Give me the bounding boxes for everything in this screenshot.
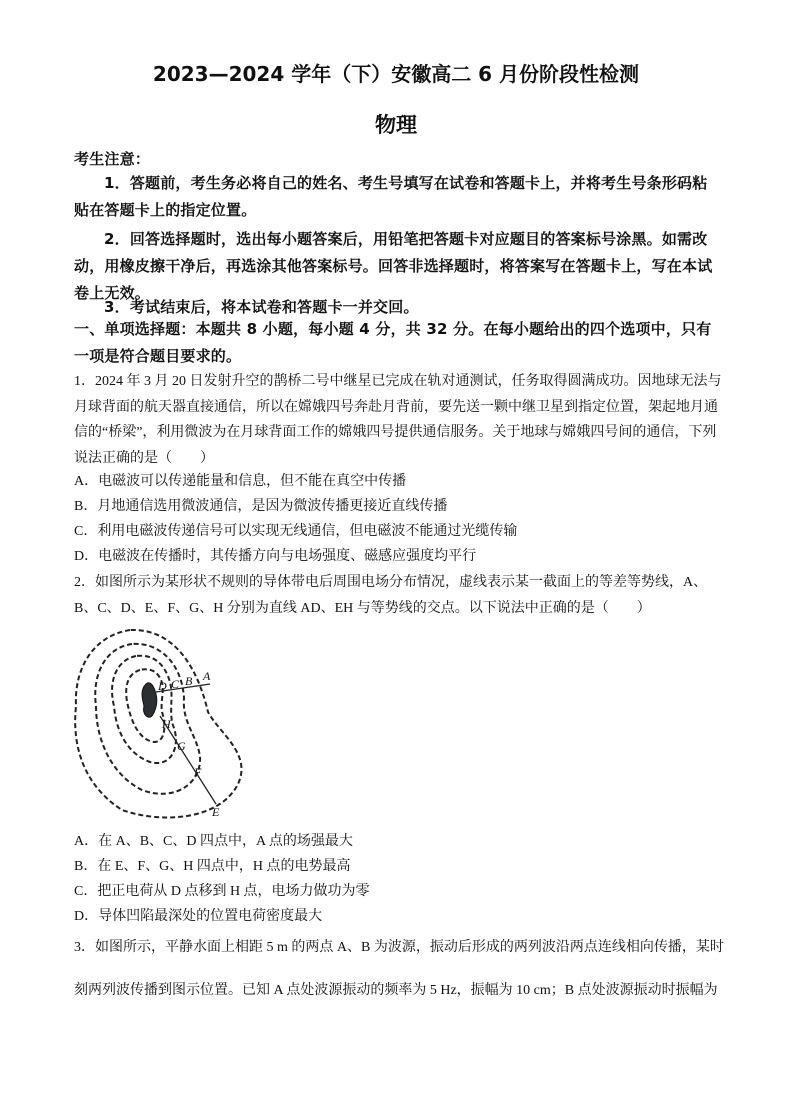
notice-heading: 考生注意： [74, 150, 151, 168]
q1-option-c: C．利用电磁波传递信号可以实现无线通信，但电磁波不能通过光缆传输 [74, 524, 518, 539]
label-b: B [185, 674, 193, 688]
q2-option-c: C．把正电荷从 D 点移到 H 点，电场力做功为零 [74, 884, 370, 899]
label-f: F [194, 765, 202, 779]
question-2-stem: 2．如图所示为某形状不规则的导体带电后周围电场分布情况，虚线表示某一截面上的等差等势线，A、B、C、D、E、F、G、H 分别为直线 AD、EH 与等势线的交点。以下说法中正确的是（ ） [74, 575, 708, 616]
label-h: H [162, 717, 171, 731]
equipotential-figure [70, 624, 250, 824]
equipotential-line-1 [75, 630, 241, 818]
subject-title: 物理 [375, 113, 417, 137]
label-d: D [158, 679, 167, 693]
label-e: E [212, 805, 220, 819]
q1-option-a: A．电磁波可以传递能量和信息，但不能在真空中传播 [74, 474, 407, 489]
q2-option-b: B．在 E、F、G、H 四点中，H 点的电势最高 [74, 859, 351, 874]
conductor-shape [142, 683, 157, 718]
equipotential-diagram [70, 624, 250, 824]
q1-option-b: B．月地通信选用微波通信，是因为微波传播更接近直线传播 [74, 499, 448, 514]
question-3-line-1: 3．如图所示，平静水面上相距 5 m 的两点 A、B 为波源，振动后形成的两列波沿两点连线相向传播，某时 [74, 940, 724, 955]
q2-option-d: D．导体凹陷最深处的位置电荷密度最大 [74, 909, 323, 924]
notice-item-2: 2．回答选择题时，选出每小题答案后，用铅笔把答题卡对应题目的答案标号涂黑。如需改动，用橡皮擦干净后，再选涂其他答案标号。回答非选择题时，将答案写在答题卡上，写在本试卷上无效。 [74, 230, 713, 302]
notice-item-3: 3．考试结束后，将本试卷和答题卡一并交回。 [104, 298, 419, 316]
exam-title: 2023—2024 学年（下）安徽高二 6 月份阶段性检测 [152, 62, 640, 86]
question-1-stem: 1．2024 年 3 月 20 日发射升空的鹊桥二号中继星已完成在轨对通测试，任务取得圆满成功。因地球无法与月球背面的航天器直接通信，所以在嫦娥四号奔赴月背前，要先送一颗中继卫星到指定位置，架起地月通信的“桥梁”，利用微波为在月球背面工作的嫦娥四号提供通信服务。关于地球与嫦娥四号间的通信，下列说法正确的是（ ） [74, 374, 722, 466]
label-g: G [177, 739, 186, 753]
label-a: A [203, 669, 211, 683]
q2-option-a: A．在 A、B、C、D 四点中，A 点的场强最大 [74, 834, 353, 849]
notice-item-1: 1．答题前，考生务必将自己的姓名、考生号填写在试卷和答题卡上，并将考生号条形码粘贴在答题卡上的指定位置。 [74, 174, 708, 219]
section-heading: 一、单项选择题：本题共 8 小题，每小题 4 分，共 32 分。在每小题给出的四个选项中，只有一项是符合题目要求的。 [74, 320, 712, 365]
q1-option-d: D．电磁波在传播时，其传播方向与电场强度、磁感应强度均平行 [74, 549, 477, 564]
label-c: C [171, 677, 180, 691]
equipotential-line-2 [95, 644, 200, 794]
question-3-line-2: 刻两列波传播到图示位置。已知 A 点处波源振动的频率为 5 Hz，振幅为 10 cm；B 点处波源振动时振幅为 [74, 983, 718, 998]
